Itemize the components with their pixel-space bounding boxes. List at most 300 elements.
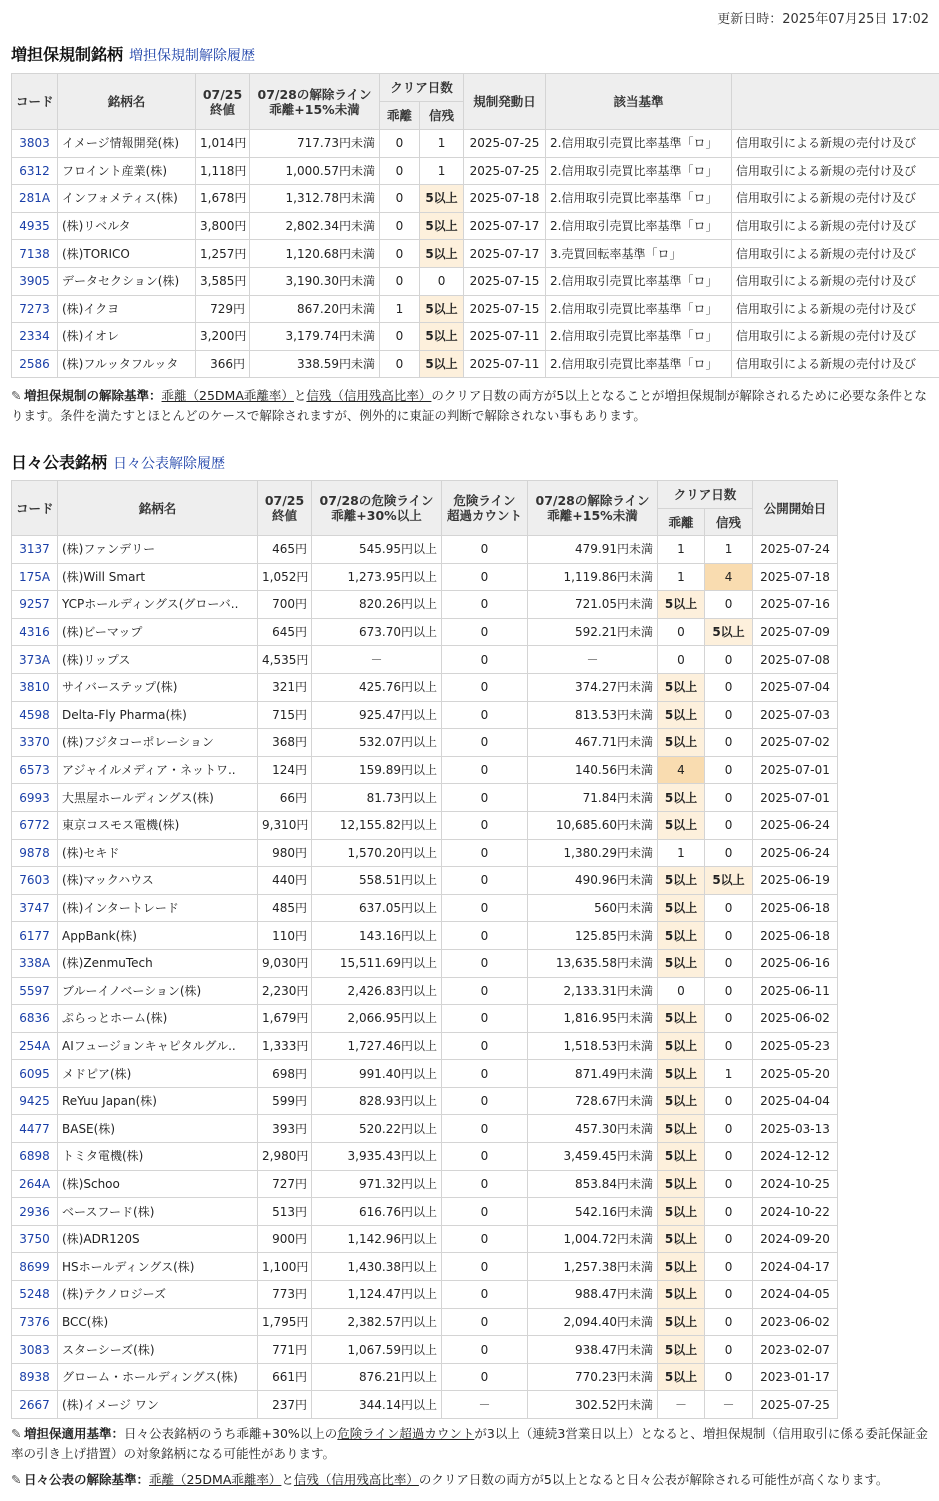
close-price: 3,800円 [196, 212, 250, 240]
stock-code-link[interactable]: 7273 [12, 295, 58, 323]
danger-over-count: 0 [442, 536, 528, 564]
release-line: 542.16円未満 [528, 1198, 658, 1226]
shinzan-clear-days: 0 [705, 1005, 753, 1033]
table-row [12, 839, 838, 867]
start-date: 2025-03-13 [753, 1115, 838, 1143]
shinzan-clear-days: 0 [705, 784, 753, 812]
stock-name: (株)ZenmuTech [58, 949, 258, 977]
release-line: 302.52円未満 [528, 1391, 658, 1419]
start-date: 2024-04-05 [753, 1281, 838, 1309]
shinzan-clear-days: 0 [705, 1225, 753, 1253]
table-row [12, 784, 838, 812]
start-date: 2025-06-11 [753, 977, 838, 1005]
stock-name: (株)イオレ [58, 323, 196, 351]
kairi-clear-days: 5以上 [658, 1253, 705, 1281]
stock-code-link[interactable]: 2586 [12, 350, 58, 378]
release-line: 1,119.86円未満 [528, 563, 658, 591]
danger-line: 1,727.46円以上 [312, 1032, 442, 1060]
shinzan-clear-days: 0 [705, 977, 753, 1005]
danger-over-count: 0 [442, 949, 528, 977]
kairi-clear-days: 5以上 [658, 1087, 705, 1115]
danger-over-count: 0 [442, 591, 528, 619]
col-release-line: 07/28の解除ライン 乖離+15%未満 [250, 74, 380, 130]
start-date: 2023-02-07 [753, 1336, 838, 1364]
stock-code-link[interactable]: 6177 [12, 922, 58, 950]
margin-regulation-title [11, 42, 255, 65]
regulation-detail: 信用取引による新規の売付け及び [732, 130, 939, 158]
stock-code-link[interactable]: 281A [12, 185, 58, 213]
danger-line: 991.40円以上 [312, 1060, 442, 1088]
stock-code-link[interactable]: 9257 [12, 591, 58, 619]
stock-code-link[interactable]: 338A [12, 949, 58, 977]
kairi-clear-days: 5以上 [658, 701, 705, 729]
danger-line: 1,570.20円以上 [312, 839, 442, 867]
kairi-clear-days: 0 [380, 157, 420, 185]
release-line: － [528, 646, 658, 674]
danger-line: 1,430.38円以上 [312, 1253, 442, 1281]
shinzan-clear-days: 0 [705, 1308, 753, 1336]
col-shinzan: 信残 [420, 102, 464, 130]
release-line: 938.47円未満 [528, 1336, 658, 1364]
danger-line: 12,155.82円以上 [312, 811, 442, 839]
close-price: 4,535円 [258, 646, 312, 674]
regulation-detail: 信用取引による新規の売付け及び [732, 212, 939, 240]
danger-over-count: 0 [442, 1308, 528, 1336]
col-code: コード [12, 74, 58, 130]
col-start-date: 公開開始日 [753, 481, 838, 536]
margin-regulation-history-link[interactable]: 増担保規制解除履歴 [129, 48, 256, 64]
kairi-clear-days: 5以上 [658, 1281, 705, 1309]
danger-over-count: 0 [442, 646, 528, 674]
shinzan-clear-days: 0 [705, 673, 753, 701]
shinzan-clear-days: 5以上 [705, 867, 753, 895]
close-price: 727円 [258, 1170, 312, 1198]
stock-name: (株)テクノロジーズ [58, 1281, 258, 1309]
table-row [12, 922, 838, 950]
danger-over-count: 0 [442, 1060, 528, 1088]
regulation-detail: 信用取引による新規の売付け及び [732, 350, 939, 378]
table-row [12, 1336, 838, 1364]
close-price: 368円 [258, 729, 312, 757]
stock-name: AIフュージョンキャピタルグル.. [58, 1032, 258, 1060]
danger-over-count: 0 [442, 784, 528, 812]
stock-code-link[interactable]: 3803 [12, 130, 58, 158]
stock-name: イメージ情報開発(株) [58, 130, 196, 158]
kairi-clear-days: 1 [658, 563, 705, 591]
stock-code-link[interactable]: 2667 [12, 1391, 58, 1419]
shinzan-clear-days: 0 [705, 922, 753, 950]
danger-line: 1,067.59円以上 [312, 1336, 442, 1364]
stock-code-link[interactable]: 5248 [12, 1281, 58, 1309]
release-line: 1,312.78円未満 [250, 185, 380, 213]
stock-code-link[interactable]: 175A [12, 563, 58, 591]
stock-name: ぷらっとホーム(株) [58, 1005, 258, 1033]
shinzan-clear-days: 4 [705, 563, 753, 591]
stock-code-link[interactable]: 6312 [12, 157, 58, 185]
danger-line: 637.05円以上 [312, 894, 442, 922]
kairi-clear-days: 5以上 [658, 784, 705, 812]
release-line: 1,257.38円未満 [528, 1253, 658, 1281]
start-date: 2024-09-20 [753, 1225, 838, 1253]
col-release-line: 07/28の解除ライン 乖離+15%未満 [528, 481, 658, 536]
col-kairi: 乖離 [658, 509, 705, 536]
shinzan-clear-days: 0 [705, 1087, 753, 1115]
close-price: 321円 [258, 673, 312, 701]
stock-code-link[interactable]: 6898 [12, 1143, 58, 1171]
stock-name: (株)ADR120S [58, 1225, 258, 1253]
kairi-clear-days: 0 [380, 240, 420, 268]
start-date: 2025-05-20 [753, 1060, 838, 1088]
start-date: 2025-06-18 [753, 922, 838, 950]
start-date: 2025-07-11 [464, 350, 546, 378]
danger-line: 3,935.43円以上 [312, 1143, 442, 1171]
stock-name: アジャイルメディア・ネットワ.. [58, 756, 258, 784]
stock-code-link[interactable]: 7376 [12, 1308, 58, 1336]
start-date: 2025-06-24 [753, 839, 838, 867]
stock-code-link[interactable]: 3083 [12, 1336, 58, 1364]
danger-over-count: 0 [442, 1336, 528, 1364]
shinzan-link[interactable]: 信残（信用残高比率） [293, 1472, 419, 1487]
release-line: 467.71円未満 [528, 729, 658, 757]
release-line: 3,179.74円未満 [250, 323, 380, 351]
stock-name: サイバーステップ(株) [58, 673, 258, 701]
danger-line: 344.14円以上 [312, 1391, 442, 1419]
kairi-clear-days: 5以上 [658, 1170, 705, 1198]
danger-line: － [312, 646, 442, 674]
danger-line: 425.76円以上 [312, 673, 442, 701]
start-date: 2025-06-16 [753, 949, 838, 977]
release-line: 770.23円未満 [528, 1363, 658, 1391]
kairi-link[interactable]: 乖離（25DMA乖離率） [149, 1472, 282, 1487]
release-line: 490.96円未満 [528, 867, 658, 895]
kairi-clear-days: 5以上 [658, 1225, 705, 1253]
close-price: 1,118円 [196, 157, 250, 185]
kairi-clear-days: 5以上 [658, 1143, 705, 1171]
table-row [12, 1115, 838, 1143]
section-title: 増担保規制銘柄 [11, 45, 124, 64]
margin-application-criteria-note: ✎ 増担保適用基準：日々公表銘柄のうち乖離+30%以上の危険ライン超過カウントが3以上（連続3営業日以上）となると、増担保規制（信用取引に係る委託保証金率の引き上げ措置）の対象銘柄になる可能性があります。 [11, 1426, 928, 1461]
criteria: 2.信用取引売買比率基準「ロ」 [546, 212, 732, 240]
table-row [12, 867, 838, 895]
release-line: 10,685.60円未満 [528, 811, 658, 839]
stock-code-link[interactable]: 5597 [12, 977, 58, 1005]
updated-timestamp: 更新日時：2025年07月25日 17:02 [717, 12, 929, 27]
stock-code-link[interactable]: 4935 [12, 212, 58, 240]
stock-code-link[interactable]: 9878 [12, 839, 58, 867]
shinzan-clear-days: 5以上 [420, 212, 464, 240]
regulation-detail: 信用取引による新規の売付け及び [732, 157, 939, 185]
start-date: 2023-06-02 [753, 1308, 838, 1336]
col-extra [732, 74, 939, 130]
table-row [12, 811, 838, 839]
release-line: 721.05円未満 [528, 591, 658, 619]
stock-code-link[interactable]: 373A [12, 646, 58, 674]
danger-line: 925.47円以上 [312, 701, 442, 729]
stock-code-link[interactable]: 3750 [12, 1225, 58, 1253]
release-line: 338.59円未満 [250, 350, 380, 378]
danger-over-count: 0 [442, 1005, 528, 1033]
stock-code-link[interactable]: 8938 [12, 1363, 58, 1391]
table-row [12, 1363, 838, 1391]
kairi-clear-days: 4 [658, 756, 705, 784]
start-date: 2024-10-25 [753, 1170, 838, 1198]
kairi-clear-days: 1 [380, 295, 420, 323]
shinzan-clear-days: 0 [705, 729, 753, 757]
shinzan-clear-days: 0 [705, 894, 753, 922]
close-price: 1,333円 [258, 1032, 312, 1060]
shinzan-clear-days: 0 [705, 1281, 753, 1309]
criteria: 2.信用取引売買比率基準「ロ」 [546, 157, 732, 185]
release-line: 871.49円未満 [528, 1060, 658, 1088]
kairi-clear-days: 5以上 [658, 867, 705, 895]
danger-over-count: 0 [442, 867, 528, 895]
shinzan-link[interactable]: 信残（信用残高比率） [306, 388, 432, 403]
stock-code-link[interactable]: 6573 [12, 756, 58, 784]
stock-name: 東京コスモス電機(株) [58, 811, 258, 839]
close-price: 729円 [196, 295, 250, 323]
close-price: 9,310円 [258, 811, 312, 839]
start-date: 2025-06-18 [753, 894, 838, 922]
col-danger-line: 07/28の危険ライン 乖離+30%以上 [312, 481, 442, 536]
stock-name: ReYuu Japan(株) [58, 1087, 258, 1115]
pencil-icon: ✎ [11, 388, 22, 403]
close-price: 66円 [258, 784, 312, 812]
stock-code-link[interactable]: 7138 [12, 240, 58, 268]
stock-name: (株)インタートレード [58, 894, 258, 922]
table-row [12, 1281, 838, 1309]
kairi-clear-days: 0 [380, 212, 420, 240]
table-row [12, 1308, 838, 1336]
stock-code-link[interactable]: 3137 [12, 536, 58, 564]
shinzan-clear-days: 0 [705, 1363, 753, 1391]
col-close: 07/25 終値 [196, 74, 250, 130]
stock-name: データセクション(株) [58, 267, 196, 295]
stock-name: スターシーズ(株) [58, 1336, 258, 1364]
close-price: 1,795円 [258, 1308, 312, 1336]
danger-over-count: 0 [442, 839, 528, 867]
stock-code-link[interactable]: 3810 [12, 673, 58, 701]
release-line: 717.73円未満 [250, 130, 380, 158]
table-row [12, 1060, 838, 1088]
danger-line: 545.95円以上 [312, 536, 442, 564]
release-line: 2,094.40円未満 [528, 1308, 658, 1336]
shinzan-clear-days: 0 [705, 1115, 753, 1143]
release-line: 1,004.72円未満 [528, 1225, 658, 1253]
kairi-clear-days: 5以上 [658, 894, 705, 922]
start-date: 2025-07-03 [753, 701, 838, 729]
table-row [12, 240, 939, 268]
danger-over-count: 0 [442, 701, 528, 729]
table-row [12, 1253, 838, 1281]
stock-code-link[interactable]: 254A [12, 1032, 58, 1060]
stock-name: (株)イメージ ワン [58, 1391, 258, 1419]
kairi-clear-days: 0 [658, 618, 705, 646]
release-line: 2,802.34円未満 [250, 212, 380, 240]
release-line: 813.53円未満 [528, 701, 658, 729]
stock-name: フロイント産業(株) [58, 157, 196, 185]
shinzan-clear-days: 1 [705, 536, 753, 564]
kairi-clear-days: 1 [658, 839, 705, 867]
release-line: 867.20円未満 [250, 295, 380, 323]
close-price: 1,100円 [258, 1253, 312, 1281]
release-line: 374.27円未満 [528, 673, 658, 701]
stock-name: AppBank(株) [58, 922, 258, 950]
stock-code-link[interactable]: 9425 [12, 1087, 58, 1115]
kairi-clear-days: 5以上 [658, 1198, 705, 1226]
danger-line: 1,142.96円以上 [312, 1225, 442, 1253]
start-date: 2025-06-02 [753, 1005, 838, 1033]
kairi-clear-days: 5以上 [658, 729, 705, 757]
col-over-count: 危険ライン 超過カウント [442, 481, 528, 536]
start-date: 2025-07-02 [753, 729, 838, 757]
stock-name: (株)ファンデリー [58, 536, 258, 564]
table-row [12, 949, 838, 977]
danger-line: 1,124.47円以上 [312, 1281, 442, 1309]
stock-code-link[interactable]: 4316 [12, 618, 58, 646]
stock-name: (株)Schoo [58, 1170, 258, 1198]
kairi-clear-days: 0 [380, 323, 420, 351]
danger-over-count: 0 [442, 811, 528, 839]
kairi-clear-days: － [658, 1391, 705, 1419]
release-line: 479.91円未満 [528, 536, 658, 564]
col-shinzan: 信残 [705, 509, 753, 536]
stock-code-link[interactable]: 3905 [12, 267, 58, 295]
start-date: 2025-07-17 [464, 212, 546, 240]
stock-code-link[interactable]: 6095 [12, 1060, 58, 1088]
shinzan-clear-days: 0 [705, 949, 753, 977]
col-criteria: 該当基準 [546, 74, 732, 130]
shinzan-clear-days: 5以上 [420, 185, 464, 213]
start-date: 2024-04-17 [753, 1253, 838, 1281]
release-line: 71.84円未満 [528, 784, 658, 812]
release-line: 125.85円未満 [528, 922, 658, 950]
danger-line: 828.93円以上 [312, 1087, 442, 1115]
danger-line: 673.70円以上 [312, 618, 442, 646]
table-row [12, 646, 838, 674]
danger-line: 2,066.95円以上 [312, 1005, 442, 1033]
table-row [12, 756, 838, 784]
table-row [12, 130, 939, 158]
close-price: 237円 [258, 1391, 312, 1419]
close-price: 900円 [258, 1225, 312, 1253]
kairi-clear-days: 0 [380, 350, 420, 378]
kairi-clear-days: 5以上 [658, 1363, 705, 1391]
criteria: 2.信用取引売買比率基準「ロ」 [546, 185, 732, 213]
criteria: 2.信用取引売買比率基準「ロ」 [546, 323, 732, 351]
stock-code-link[interactable]: 264A [12, 1170, 58, 1198]
close-price: 1,257円 [196, 240, 250, 268]
margin-release-criteria-note: ✎ 増担保規制の解除基準：乖離（25DMA乖離率）と信残（信用残高比率）のクリア日数の両方が5以上となることが増担保規制が解除されるために必要な条件となります。条件を満たすとほとんどのケースで解除されますが、例外的に東証の判断で解除されない事もあります。 [11, 388, 927, 423]
start-date: 2025-06-24 [753, 811, 838, 839]
kairi-clear-days: 5以上 [658, 1336, 705, 1364]
kairi-clear-days: 5以上 [658, 922, 705, 950]
close-price: 698円 [258, 1060, 312, 1088]
stock-code-link[interactable]: 4477 [12, 1115, 58, 1143]
stock-code-link[interactable]: 4598 [12, 701, 58, 729]
danger-line: 2,426.83円以上 [312, 977, 442, 1005]
close-price: 485円 [258, 894, 312, 922]
danger-over-count: 0 [442, 618, 528, 646]
danger-line: 159.89円以上 [312, 756, 442, 784]
release-line: 1,000.57円未満 [250, 157, 380, 185]
kairi-clear-days: 0 [380, 130, 420, 158]
kairi-clear-days: 5以上 [658, 949, 705, 977]
kairi-link[interactable]: 乖離（25DMA乖離率） [161, 388, 294, 403]
close-price: 1,052円 [258, 563, 312, 591]
start-date: 2024-12-12 [753, 1143, 838, 1171]
kairi-clear-days: 5以上 [658, 673, 705, 701]
close-price: 2,980円 [258, 1143, 312, 1171]
kairi-clear-days: 5以上 [658, 811, 705, 839]
stock-code-link[interactable]: 2334 [12, 323, 58, 351]
start-date: 2025-07-01 [753, 756, 838, 784]
danger-count-link[interactable]: 危険ライン超過カウント [337, 1426, 475, 1441]
close-price: 393円 [258, 1115, 312, 1143]
stock-name: (株)リベルタ [58, 212, 196, 240]
stock-code-link[interactable]: 8699 [12, 1253, 58, 1281]
table-row [12, 563, 838, 591]
release-line: 457.30円未満 [528, 1115, 658, 1143]
stock-code-link[interactable]: 2936 [12, 1198, 58, 1226]
stock-name: (株)TORICO [58, 240, 196, 268]
stock-code-link[interactable]: 3370 [12, 729, 58, 757]
stock-name: (株)リップス [58, 646, 258, 674]
col-clear-days: クリア日数 [380, 74, 464, 102]
release-line: 728.67円未満 [528, 1087, 658, 1115]
stock-code-link[interactable]: 3747 [12, 894, 58, 922]
danger-line: 1,273.95円以上 [312, 563, 442, 591]
stock-code-link[interactable]: 6836 [12, 1005, 58, 1033]
start-date: 2025-07-18 [753, 563, 838, 591]
daily-publication-history-link[interactable]: 日々公表解除履歴 [113, 456, 226, 472]
close-price: 1,678円 [196, 185, 250, 213]
kairi-clear-days: 0 [380, 267, 420, 295]
release-line: 1,120.68円未満 [250, 240, 380, 268]
criteria: 2.信用取引売買比率基準「ロ」 [546, 267, 732, 295]
shinzan-clear-days: 0 [705, 591, 753, 619]
close-price: 700円 [258, 591, 312, 619]
stock-name: (株)フジタコーポレーション [58, 729, 258, 757]
stock-code-link[interactable]: 7603 [12, 867, 58, 895]
table-row [12, 1225, 838, 1253]
criteria: 2.信用取引売買比率基準「ロ」 [546, 350, 732, 378]
shinzan-clear-days: 0 [705, 811, 753, 839]
start-date: 2025-07-15 [464, 295, 546, 323]
daily-publication-title [11, 450, 225, 473]
stock-name: Delta-Fly Pharma(株) [58, 701, 258, 729]
close-price: 715円 [258, 701, 312, 729]
start-date: 2025-07-25 [464, 130, 546, 158]
shinzan-clear-days: 1 [705, 1060, 753, 1088]
danger-over-count: 0 [442, 729, 528, 757]
stock-code-link[interactable]: 6993 [12, 784, 58, 812]
col-code: コード [12, 481, 58, 536]
danger-over-count: 0 [442, 1032, 528, 1060]
kairi-clear-days: 0 [380, 185, 420, 213]
close-price: 366円 [196, 350, 250, 378]
table-row [12, 1087, 838, 1115]
close-price: 513円 [258, 1198, 312, 1226]
danger-over-count: 0 [442, 1198, 528, 1226]
danger-line: 616.76円以上 [312, 1198, 442, 1226]
shinzan-clear-days: 0 [705, 839, 753, 867]
close-price: 771円 [258, 1336, 312, 1364]
stock-code-link[interactable]: 6772 [12, 811, 58, 839]
start-date: 2025-07-04 [753, 673, 838, 701]
shinzan-clear-days: 0 [705, 646, 753, 674]
release-line: 13,635.58円未満 [528, 949, 658, 977]
stock-name: (株)マックハウス [58, 867, 258, 895]
